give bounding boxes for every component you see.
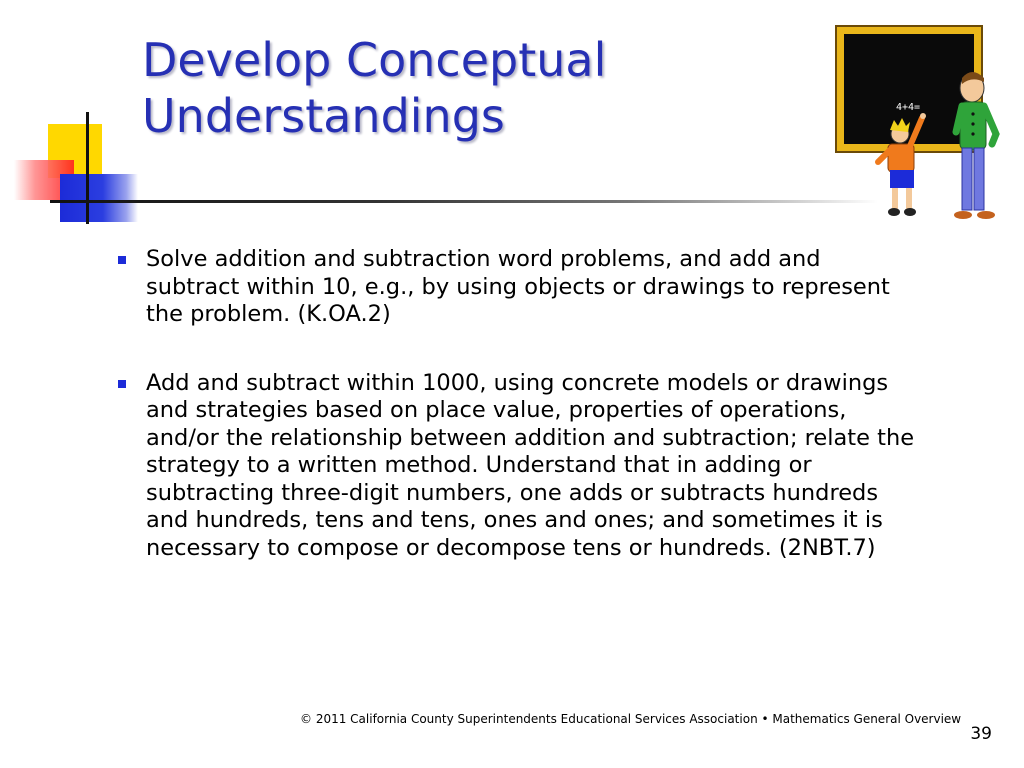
slide-footer: © 2011 California County Superintendents Educational Services Association • Mathematics General Overview <box>300 712 962 726</box>
teacher-student-chalkboard-icon <box>830 22 1016 232</box>
decor-vertical-line <box>86 112 89 224</box>
bullet-text: Solve addition and subtraction word problems, and add and subtract within 10, e.g., by using objects or drawings to represent the problem. (K.OA.2) <box>146 246 890 327</box>
decor-blue-square <box>60 174 138 222</box>
slide-title-line-2: Understandings <box>142 89 505 143</box>
square-bullet-icon <box>118 256 126 264</box>
square-bullet-icon <box>118 380 126 388</box>
bullet-text: Add and subtract within 1000, using concrete models or drawings and strategies based on place value, properties of operations, and/or the relationship between addition and subtraction; relate the strategy to a written method. Understand that in adding or subtracting three-digit numbers, one adds or subtracts hundreds and hundreds, tens and tens, ones and ones; and sometimes it is necessary to compose or decompose tens or hundreds. (2NBT.7) <box>146 369 915 561</box>
bullet-list <box>118 246 918 562</box>
title-underline-divider <box>50 200 878 203</box>
slide-title <box>142 32 606 144</box>
bullet-item <box>118 246 918 329</box>
slide-title-line-1: Develop Conceptual <box>142 33 607 87</box>
chalkboard-writing: 4+4= <box>896 102 921 113</box>
page-number: 39 <box>970 724 992 744</box>
bullet-item <box>118 370 918 563</box>
